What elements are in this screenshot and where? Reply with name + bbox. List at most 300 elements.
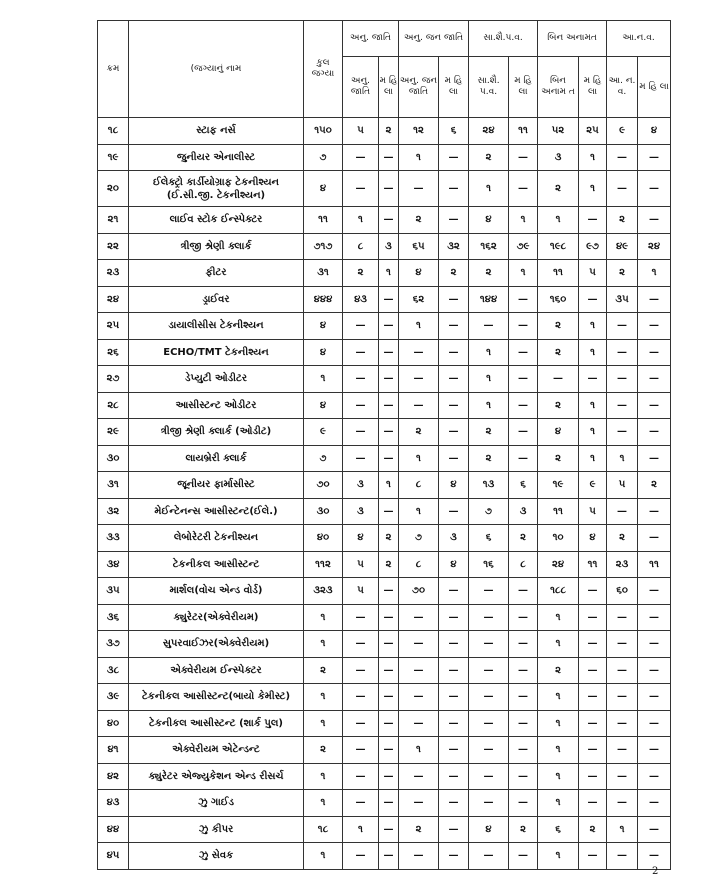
count-cell: ૬૨	[399, 286, 439, 313]
count-cell: —	[379, 816, 399, 843]
count-cell: —	[638, 578, 671, 605]
count-cell: ૪	[469, 816, 509, 843]
header-subcol: બિન અનામ ત	[538, 57, 579, 118]
total-cell: ૧	[304, 790, 343, 817]
count-cell: —	[343, 710, 379, 737]
count-cell: —	[509, 763, 538, 790]
count-cell: ૧૯	[538, 472, 579, 499]
count-cell: ૧	[579, 445, 607, 472]
post-name-cell: મેઈન્ટેનન્સ આસીસ્ટન્ટ(ઈલે.)	[129, 498, 304, 525]
count-cell: —	[379, 171, 399, 207]
serial-cell: ૩૮	[98, 657, 129, 684]
count-cell: ૩	[379, 233, 399, 260]
count-cell: —	[638, 339, 671, 366]
header-post-name: (જગ્યાનું નામ	[129, 21, 304, 118]
post-name-cell: ત્રીજી શ્રેણી ક્લાર્ક (ઓડીટ)	[129, 419, 304, 446]
count-cell: —	[469, 710, 509, 737]
count-cell: ૧	[607, 816, 638, 843]
serial-cell: ૨૮	[98, 392, 129, 419]
serial-cell: ૩૩	[98, 525, 129, 552]
count-cell: —	[509, 843, 538, 870]
count-cell: —	[379, 578, 399, 605]
count-cell: ૨	[439, 260, 469, 287]
count-cell: ૧	[399, 737, 439, 764]
count-cell: —	[343, 631, 379, 658]
count-cell: —	[469, 631, 509, 658]
count-cell: ૨૫	[579, 118, 607, 145]
count-cell: —	[343, 366, 379, 393]
count-cell: —	[379, 763, 399, 790]
post-name-cell: આસીસ્ટન્ટ ઓડીટર	[129, 392, 304, 419]
serial-cell: ૨૬	[98, 339, 129, 366]
count-cell: ૧૮૮	[538, 578, 579, 605]
post-name-cell: એક્વેરીયમ એટેન્ડન્ટ	[129, 737, 304, 764]
header-group-st: અનુ. જન જાતિ	[399, 21, 469, 57]
count-cell: —	[509, 313, 538, 340]
serial-cell: ૧૮	[98, 118, 129, 145]
count-cell: ૪૯	[607, 233, 638, 260]
total-cell: ૪	[304, 313, 343, 340]
count-cell: —	[579, 843, 607, 870]
count-cell: —	[439, 763, 469, 790]
count-cell: ૩	[343, 472, 379, 499]
count-cell: —	[509, 790, 538, 817]
post-name-cell: ક્યુરેટર(એક્વેરીયમ)	[129, 604, 304, 631]
count-cell: —	[638, 392, 671, 419]
count-cell: —	[638, 737, 671, 764]
table-row	[98, 419, 671, 446]
header-subcol: અનુ. જન જાતિ	[399, 57, 439, 118]
count-cell: ૫	[579, 498, 607, 525]
post-name-cell: ટેકનીકલ આસીસ્ટન્ટ	[129, 551, 304, 578]
total-cell: ૧	[304, 763, 343, 790]
count-cell: ૨	[607, 260, 638, 287]
count-cell: ૨	[469, 260, 509, 287]
count-cell: —	[439, 843, 469, 870]
count-cell: —	[379, 339, 399, 366]
count-cell: —	[638, 604, 671, 631]
count-cell: ૧	[379, 472, 399, 499]
post-name-cell: ઝુ ગાઈડ	[129, 790, 304, 817]
count-cell: —	[579, 604, 607, 631]
count-cell: —	[638, 657, 671, 684]
count-cell: ૨	[538, 657, 579, 684]
serial-cell: ૨૯	[98, 419, 129, 446]
count-cell: ૨	[538, 171, 579, 207]
total-cell: ૧	[304, 684, 343, 711]
total-cell: ૩૨૩	[304, 578, 343, 605]
header-serial: ક્રમ	[98, 21, 129, 118]
count-cell: ૭૯	[509, 233, 538, 260]
serial-cell: ૩૫	[98, 578, 129, 605]
total-cell: ૭૦	[304, 472, 343, 499]
count-cell: —	[638, 525, 671, 552]
count-cell: ૧	[509, 260, 538, 287]
count-cell: —	[607, 339, 638, 366]
count-cell: ૨	[469, 144, 509, 171]
serial-cell: ૩૨	[98, 498, 129, 525]
count-cell: —	[343, 392, 379, 419]
post-name-cell: ડાયાલીસીસ ટેકનીશ્યન	[129, 313, 304, 340]
count-cell: —	[439, 445, 469, 472]
header-subcol: મ હિ લા	[379, 57, 399, 118]
count-cell: ૪૩	[343, 286, 379, 313]
count-cell: —	[579, 578, 607, 605]
table-row	[98, 710, 671, 737]
count-cell: ૧	[579, 144, 607, 171]
count-cell: —	[509, 144, 538, 171]
count-cell: —	[379, 737, 399, 764]
count-cell: —	[379, 286, 399, 313]
count-cell: ૨	[469, 419, 509, 446]
count-cell: —	[439, 604, 469, 631]
table-row	[98, 286, 671, 313]
serial-cell: ૩૭	[98, 631, 129, 658]
count-cell: —	[509, 419, 538, 446]
table-row	[98, 684, 671, 711]
count-cell: ૧	[469, 339, 509, 366]
total-cell: ૧૮	[304, 816, 343, 843]
count-cell: ૧	[579, 313, 607, 340]
total-cell: ૭૧૭	[304, 233, 343, 260]
count-cell: —	[343, 843, 379, 870]
count-cell: ૧૬૨	[469, 233, 509, 260]
header-group-sc: અનુ. જાતિ	[343, 21, 399, 57]
count-cell: —	[607, 657, 638, 684]
total-cell: ૨	[304, 657, 343, 684]
count-cell: —	[439, 339, 469, 366]
total-cell: ૧૧	[304, 207, 343, 234]
count-cell: —	[509, 604, 538, 631]
total-cell: ૧	[304, 604, 343, 631]
count-cell: ૬	[509, 472, 538, 499]
count-cell: ૧	[509, 207, 538, 234]
count-cell: —	[638, 816, 671, 843]
count-cell: —	[607, 171, 638, 207]
count-cell: —	[439, 207, 469, 234]
count-cell: ૨	[379, 525, 399, 552]
post-name-cell: સુપરવાઈઝર(એક્વેરીયમ)	[129, 631, 304, 658]
count-cell: ૨	[538, 445, 579, 472]
count-cell: —	[343, 737, 379, 764]
count-cell: ૧૨	[399, 118, 439, 145]
post-name-cell: ડ્રાઈવર	[129, 286, 304, 313]
count-cell: ૩	[509, 498, 538, 525]
count-cell: —	[607, 737, 638, 764]
count-cell: ૧	[399, 498, 439, 525]
count-cell: —	[607, 419, 638, 446]
table-row	[98, 763, 671, 790]
count-cell: —	[379, 684, 399, 711]
table-row	[98, 737, 671, 764]
count-cell: ૫	[579, 260, 607, 287]
total-cell: ૭	[304, 445, 343, 472]
count-cell: —	[379, 710, 399, 737]
count-cell: ૬૫	[399, 233, 439, 260]
count-cell: —	[579, 790, 607, 817]
count-cell: —	[638, 313, 671, 340]
count-cell: —	[638, 144, 671, 171]
post-name-cell: લેબોરેટરી ટેકનીશ્યન	[129, 525, 304, 552]
count-cell: —	[607, 763, 638, 790]
table-row	[98, 657, 671, 684]
count-cell: —	[469, 684, 509, 711]
count-cell: ૧૧	[538, 260, 579, 287]
count-cell: —	[538, 366, 579, 393]
table-row	[98, 790, 671, 817]
count-cell: ૨	[607, 525, 638, 552]
count-cell: ૨	[579, 816, 607, 843]
count-cell: —	[509, 578, 538, 605]
post-name-cell: ઝુ કીપર	[129, 816, 304, 843]
count-cell: —	[469, 790, 509, 817]
header-subcol: મ હિ લા	[439, 57, 469, 118]
count-cell: ૧	[538, 631, 579, 658]
count-cell: ૫	[607, 472, 638, 499]
total-cell: ૭	[304, 144, 343, 171]
header-subcol: અનુ. જાતિ	[343, 57, 379, 118]
count-cell: ૫૨	[538, 118, 579, 145]
count-cell: —	[607, 144, 638, 171]
header-group-unreserved: બિન અનામત	[538, 21, 607, 57]
table-row	[98, 578, 671, 605]
count-cell: ૪	[579, 525, 607, 552]
count-cell: —	[638, 710, 671, 737]
count-cell: ૫	[343, 578, 379, 605]
count-cell: —	[399, 684, 439, 711]
count-cell: —	[509, 657, 538, 684]
table-row	[98, 171, 671, 207]
count-cell: ૧૬	[469, 551, 509, 578]
serial-cell: ૨૫	[98, 313, 129, 340]
post-name-cell: ટેકનીકલ આસીસ્ટન્ટ(બાયો કેમીસ્ટ)	[129, 684, 304, 711]
count-cell: ૭૦	[399, 578, 439, 605]
count-cell: ૮	[343, 233, 379, 260]
post-name-cell: ઈલેક્ટ્રો કાર્ડીયોગ્રાફ ટેકનીશ્યન (ઈ.સી.જી. ટેકનીશ્યન)	[129, 171, 304, 207]
count-cell: ૧૩	[469, 472, 509, 499]
total-cell: ૩૧	[304, 260, 343, 287]
table-row	[98, 843, 671, 870]
count-cell: ૨	[399, 419, 439, 446]
count-cell: —	[399, 366, 439, 393]
count-cell: ૧૯૮	[538, 233, 579, 260]
count-cell: ૨	[538, 392, 579, 419]
count-cell: ૨	[379, 118, 399, 145]
count-cell: —	[509, 286, 538, 313]
table-row	[98, 366, 671, 393]
count-cell: —	[579, 631, 607, 658]
count-cell: —	[399, 171, 439, 207]
table-row	[98, 260, 671, 287]
count-cell: —	[379, 419, 399, 446]
count-cell: —	[509, 445, 538, 472]
count-cell: ૧	[579, 419, 607, 446]
count-cell: ૩	[538, 144, 579, 171]
header-group-ews: આ.ન.વ.	[607, 21, 671, 57]
count-cell: —	[509, 684, 538, 711]
serial-cell: ૨૨	[98, 233, 129, 260]
count-cell: —	[379, 207, 399, 234]
count-cell: ૨૪	[469, 118, 509, 145]
count-cell: —	[439, 684, 469, 711]
count-cell: ૧૧	[579, 551, 607, 578]
count-cell: —	[439, 498, 469, 525]
count-cell: —	[509, 366, 538, 393]
count-cell: —	[579, 657, 607, 684]
count-cell: ૧	[579, 171, 607, 207]
count-cell: ૧	[399, 144, 439, 171]
count-cell: ૨	[399, 816, 439, 843]
count-cell: —	[607, 843, 638, 870]
count-cell: —	[509, 737, 538, 764]
count-cell: ૨	[638, 472, 671, 499]
serial-cell: ૩૬	[98, 604, 129, 631]
table-row	[98, 498, 671, 525]
count-cell: —	[439, 790, 469, 817]
count-cell: —	[399, 392, 439, 419]
count-cell: ૧	[538, 207, 579, 234]
count-cell: —	[343, 763, 379, 790]
count-cell: ૧	[538, 790, 579, 817]
post-name-cell: માર્શલ(વોચ એન્ડ વોર્ડ)	[129, 578, 304, 605]
total-cell: ૧	[304, 366, 343, 393]
count-cell: —	[579, 207, 607, 234]
count-cell: ૪	[638, 118, 671, 145]
count-cell: —	[607, 684, 638, 711]
count-cell: ૨૪	[538, 551, 579, 578]
table-row	[98, 816, 671, 843]
count-cell: ૧	[379, 260, 399, 287]
post-name-cell: ECHO/TMT ટેકનીશ્યન	[129, 339, 304, 366]
count-cell: ૧૧	[509, 118, 538, 145]
count-cell: ૧	[343, 816, 379, 843]
count-cell: ૧	[469, 392, 509, 419]
count-cell: —	[399, 843, 439, 870]
serial-cell: ૨૪	[98, 286, 129, 313]
count-cell: —	[469, 578, 509, 605]
post-name-cell: લાઈવ સ્ટોક ઈન્સ્પેક્ટર	[129, 207, 304, 234]
count-cell: ૮	[509, 551, 538, 578]
count-cell: —	[439, 657, 469, 684]
count-cell: —	[469, 313, 509, 340]
header-subcol: મ હિ લા	[579, 57, 607, 118]
count-cell: —	[509, 710, 538, 737]
post-name-cell: જુનીયર એનાલીસ્ટ	[129, 144, 304, 171]
count-cell: —	[439, 286, 469, 313]
header-subcol: આ. ન. વ.	[607, 57, 638, 118]
count-cell: ૭	[399, 525, 439, 552]
count-cell: ૧	[638, 260, 671, 287]
count-cell: —	[607, 392, 638, 419]
count-cell: ૨	[399, 207, 439, 234]
table-row	[98, 472, 671, 499]
count-cell: ૨	[509, 816, 538, 843]
count-cell: —	[439, 631, 469, 658]
count-cell: ૧૬૦	[538, 286, 579, 313]
count-cell: —	[638, 366, 671, 393]
post-name-cell: ડેપ્યુટી ઓડીટર	[129, 366, 304, 393]
count-cell: —	[439, 144, 469, 171]
total-cell: ૩૦	[304, 498, 343, 525]
count-cell: —	[607, 604, 638, 631]
count-cell: ૫	[343, 551, 379, 578]
count-cell: —	[379, 366, 399, 393]
post-name-cell: એક્વેરીયમ ઈન્સ્પેક્ટર	[129, 657, 304, 684]
serial-cell: ૪૦	[98, 710, 129, 737]
count-cell: —	[379, 631, 399, 658]
count-cell: —	[638, 763, 671, 790]
count-cell: —	[399, 339, 439, 366]
count-cell: —	[638, 790, 671, 817]
count-cell: —	[399, 763, 439, 790]
post-name-cell: ત્રીજી શ્રેણી ક્લાર્ક	[129, 233, 304, 260]
count-cell: —	[439, 419, 469, 446]
table-row	[98, 233, 671, 260]
count-cell: —	[379, 498, 399, 525]
count-cell: ૪	[439, 551, 469, 578]
serial-cell: ૪૨	[98, 763, 129, 790]
count-cell: —	[379, 790, 399, 817]
table-row	[98, 631, 671, 658]
count-cell: —	[399, 790, 439, 817]
total-cell: ૧	[304, 843, 343, 870]
count-cell: ૪	[399, 260, 439, 287]
count-cell: ૨	[607, 207, 638, 234]
table-row	[98, 392, 671, 419]
count-cell: ૪	[538, 419, 579, 446]
count-cell: —	[638, 445, 671, 472]
total-cell: ૯	[304, 419, 343, 446]
post-name-cell: ક્યુરેટર એજ્યુકેશન એન્ડ રીસર્ચ	[129, 763, 304, 790]
total-cell: ૪૪૪	[304, 286, 343, 313]
count-cell: —	[509, 631, 538, 658]
count-cell: —	[638, 631, 671, 658]
count-cell: —	[343, 604, 379, 631]
count-cell: ૧	[538, 763, 579, 790]
serial-cell: ૪૪	[98, 816, 129, 843]
count-cell: —	[509, 339, 538, 366]
count-cell: ૮	[399, 551, 439, 578]
total-cell: ૨	[304, 737, 343, 764]
count-cell: —	[399, 631, 439, 658]
count-cell: ૩૨	[439, 233, 469, 260]
count-cell: —	[343, 171, 379, 207]
serial-cell: ૩૦	[98, 445, 129, 472]
post-name-cell: લાયબ્રેરી ક્લાર્ક	[129, 445, 304, 472]
count-cell: ૩૫	[607, 286, 638, 313]
count-cell: ૧	[538, 843, 579, 870]
count-cell: ૨૪	[638, 233, 671, 260]
count-cell: —	[379, 843, 399, 870]
count-cell: —	[469, 657, 509, 684]
serial-cell: ૩૪	[98, 551, 129, 578]
count-cell: —	[439, 171, 469, 207]
table-row	[98, 313, 671, 340]
total-cell: ૧	[304, 710, 343, 737]
count-cell: —	[579, 763, 607, 790]
table-row	[98, 207, 671, 234]
count-cell: ૧	[607, 445, 638, 472]
count-cell: —	[638, 419, 671, 446]
count-cell: ૧૧	[538, 498, 579, 525]
table-row	[98, 604, 671, 631]
count-cell: —	[343, 144, 379, 171]
count-cell: ૨	[538, 313, 579, 340]
count-cell: ૨	[469, 445, 509, 472]
count-cell: —	[607, 498, 638, 525]
total-cell: ૪૦	[304, 525, 343, 552]
count-cell: ૫	[343, 118, 379, 145]
